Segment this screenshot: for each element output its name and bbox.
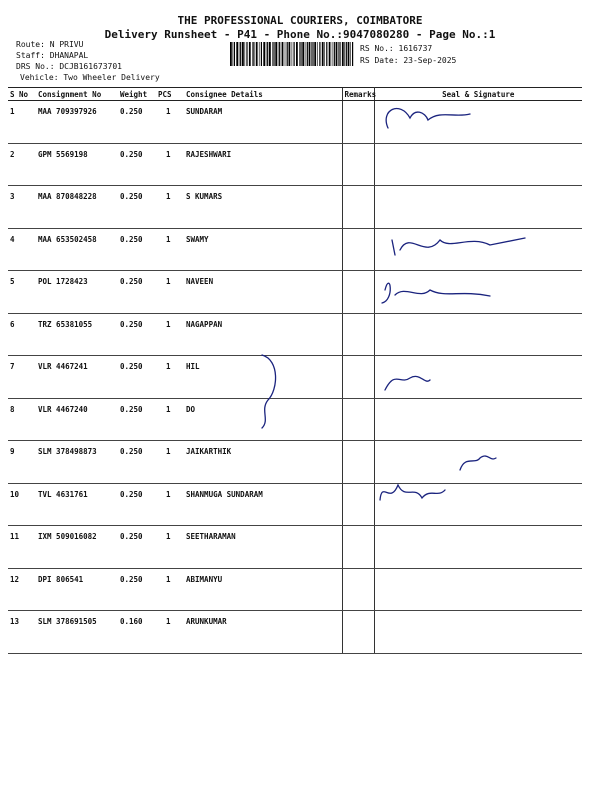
table-header-row <box>8 88 582 101</box>
cell-remarks <box>342 143 374 186</box>
cell-pcs: 1 <box>156 101 184 144</box>
table-row <box>8 398 582 441</box>
col-header-weight: Weight <box>118 88 156 101</box>
cell-pcs: 1 <box>156 271 184 314</box>
cell-consignee: ABIMANYU <box>184 568 342 611</box>
cell-remarks <box>342 483 374 526</box>
cell-signature <box>374 356 582 399</box>
rs-date: RS Date: 23-Sep-2025 <box>360 56 457 65</box>
cell-sno: 2 <box>8 143 36 186</box>
cell-signature <box>374 611 582 654</box>
cell-weight: 0.250 <box>118 271 156 314</box>
cell-signature <box>374 568 582 611</box>
signature-text-row-2b: 8072034889 <box>412 172 495 187</box>
cell-consignee: SWAMY <box>184 228 342 271</box>
cell-signature <box>374 186 582 229</box>
vehicle-label: Vehicle: Two Wheeler Delivery <box>20 73 160 82</box>
cell-consignee: SEETHARAMAN <box>184 526 342 569</box>
rs-number: RS No.: 1616737 <box>360 44 433 53</box>
cell-weight: 0.160 <box>118 611 156 654</box>
cell-pcs: 1 <box>156 356 184 399</box>
cell-signature <box>374 101 582 144</box>
page-subtitle: Delivery Runsheet - P41 - Phone No.:9047080280 - Page No.:1 <box>104 28 496 41</box>
cell-pcs: 1 <box>156 398 184 441</box>
stamp-text-row-3b: Proprietor. <box>425 223 467 232</box>
cell-sno: 9 <box>8 441 36 484</box>
runsheet-table <box>8 87 582 654</box>
table-row <box>8 186 582 229</box>
signature-text-row-6: N. Yegamai <box>384 323 470 341</box>
col-header-sno: S No <box>8 88 36 101</box>
cell-weight: 0.250 <box>118 356 156 399</box>
col-header-pcs: PCS <box>156 88 184 101</box>
cell-signature <box>374 143 582 186</box>
cell-consignment: POL 1728423 <box>36 271 118 314</box>
drs-label: DRS No.: DCJB161673701 <box>16 62 122 71</box>
cell-consignee: SUNDARAM <box>184 101 342 144</box>
cell-remarks <box>342 526 374 569</box>
cell-pcs: 1 <box>156 568 184 611</box>
cell-remarks <box>342 101 374 144</box>
table-row <box>8 526 582 569</box>
cell-remarks <box>342 356 374 399</box>
cell-pcs: 1 <box>156 441 184 484</box>
cell-pcs: 1 <box>156 526 184 569</box>
cell-sno: 8 <box>8 398 36 441</box>
cell-weight: 0.250 <box>118 186 156 229</box>
cell-weight: 0.250 <box>118 398 156 441</box>
cell-consignee: HIL <box>184 356 342 399</box>
table-row <box>8 143 582 186</box>
signature-text-row-1: 8883931343 <box>400 122 515 143</box>
cell-consignment: IXM 509016082 <box>36 526 118 569</box>
table-row <box>8 611 582 654</box>
cell-remarks <box>342 611 374 654</box>
cell-signature <box>374 441 582 484</box>
signature-text-row-7: 24-9-25 <box>405 389 458 418</box>
cell-remarks <box>342 398 374 441</box>
cell-signature <box>374 526 582 569</box>
table-row <box>8 271 582 314</box>
cell-remarks <box>342 568 374 611</box>
cell-pcs: 1 <box>156 186 184 229</box>
stamp-text-row-3: S. KUMAR'S SILKS <box>368 185 448 195</box>
cell-signature <box>374 313 582 356</box>
table-row <box>8 483 582 526</box>
cell-pcs: 1 <box>156 611 184 654</box>
cell-remarks <box>342 313 374 356</box>
cell-signature <box>374 483 582 526</box>
cell-consignee: JAIKARTHIK <box>184 441 342 484</box>
cell-sno: 12 <box>8 568 36 611</box>
cell-consignment: VLR 4467240 <box>36 398 118 441</box>
cell-weight: 0.250 <box>118 143 156 186</box>
table-row <box>8 441 582 484</box>
barcode <box>230 42 356 66</box>
cell-weight: 0.250 <box>118 441 156 484</box>
cell-sno: 1 <box>8 101 36 144</box>
cell-consignment: GPM 5569198 <box>36 143 118 186</box>
cell-consignment: DPI 806541 <box>36 568 118 611</box>
staff-label: Staff: DHANAPAL <box>16 51 89 60</box>
cell-remarks <box>342 441 374 484</box>
table-row <box>8 313 582 356</box>
cell-consignment: TRZ 65381055 <box>36 313 118 356</box>
cell-consignee: ARUNKUMAR <box>184 611 342 654</box>
cell-sno: 4 <box>8 228 36 271</box>
cell-remarks <box>342 186 374 229</box>
col-header-remarks: Remarks <box>342 88 374 101</box>
signature-text-row-13: CN <box>400 615 433 639</box>
cell-signature <box>374 271 582 314</box>
cell-weight: 0.250 <box>118 228 156 271</box>
cell-consignment: MAA 653502458 <box>36 228 118 271</box>
table-row <box>8 101 582 144</box>
signature-text-row-11: S. Subramani <box>395 537 484 552</box>
cell-consignee: NAVEEN <box>184 271 342 314</box>
table-row <box>8 568 582 611</box>
cell-sno: 10 <box>8 483 36 526</box>
col-header-consignment: Consignment No <box>36 88 118 101</box>
cell-consignee: DO <box>184 398 342 441</box>
cell-consignee: NAGAPPAN <box>184 313 342 356</box>
cell-sno: 5 <box>8 271 36 314</box>
cell-consignment: MAA 870848228 <box>36 186 118 229</box>
cell-consignment: MAA 709397926 <box>36 101 118 144</box>
cell-consignment: VLR 4467241 <box>36 356 118 399</box>
cell-consignment: SLM 378691505 <box>36 611 118 654</box>
col-header-signature: Seal & Signature <box>374 88 582 101</box>
signature-text-row-2a: for Priya <box>388 151 446 166</box>
cell-sno: 7 <box>8 356 36 399</box>
table-row <box>8 356 582 399</box>
col-header-consignee: Consignee Details <box>184 88 342 101</box>
page-title: THE PROFESSIONAL COURIERS, COIMBATORE <box>177 14 423 27</box>
cell-pcs: 1 <box>156 313 184 356</box>
cell-pcs: 1 <box>156 143 184 186</box>
route-label: Route: N PRIVU <box>16 40 84 49</box>
cell-weight: 0.250 <box>118 313 156 356</box>
cell-consignee: S KUMARS <box>184 186 342 229</box>
cell-sno: 3 <box>8 186 36 229</box>
cell-sno: 11 <box>8 526 36 569</box>
cell-consignment: TVL 4631761 <box>36 483 118 526</box>
cell-sno: 13 <box>8 611 36 654</box>
cell-remarks <box>342 228 374 271</box>
cell-sno: 6 <box>8 313 36 356</box>
signature-text-row-12: CN <box>402 573 435 597</box>
cell-consignee: RAJESHWARI <box>184 143 342 186</box>
cell-weight: 0.250 <box>118 101 156 144</box>
cell-consignee: SHANMUGA SUNDARAM <box>184 483 342 526</box>
cell-consignment: SLM 378498873 <box>36 441 118 484</box>
cell-signature <box>374 398 582 441</box>
table-row <box>8 228 582 271</box>
cell-pcs: 1 <box>156 483 184 526</box>
cell-remarks <box>342 271 374 314</box>
cell-signature <box>374 228 582 271</box>
cell-weight: 0.250 <box>118 483 156 526</box>
cell-weight: 0.250 <box>118 526 156 569</box>
cell-weight: 0.250 <box>118 568 156 611</box>
cell-pcs: 1 <box>156 228 184 271</box>
